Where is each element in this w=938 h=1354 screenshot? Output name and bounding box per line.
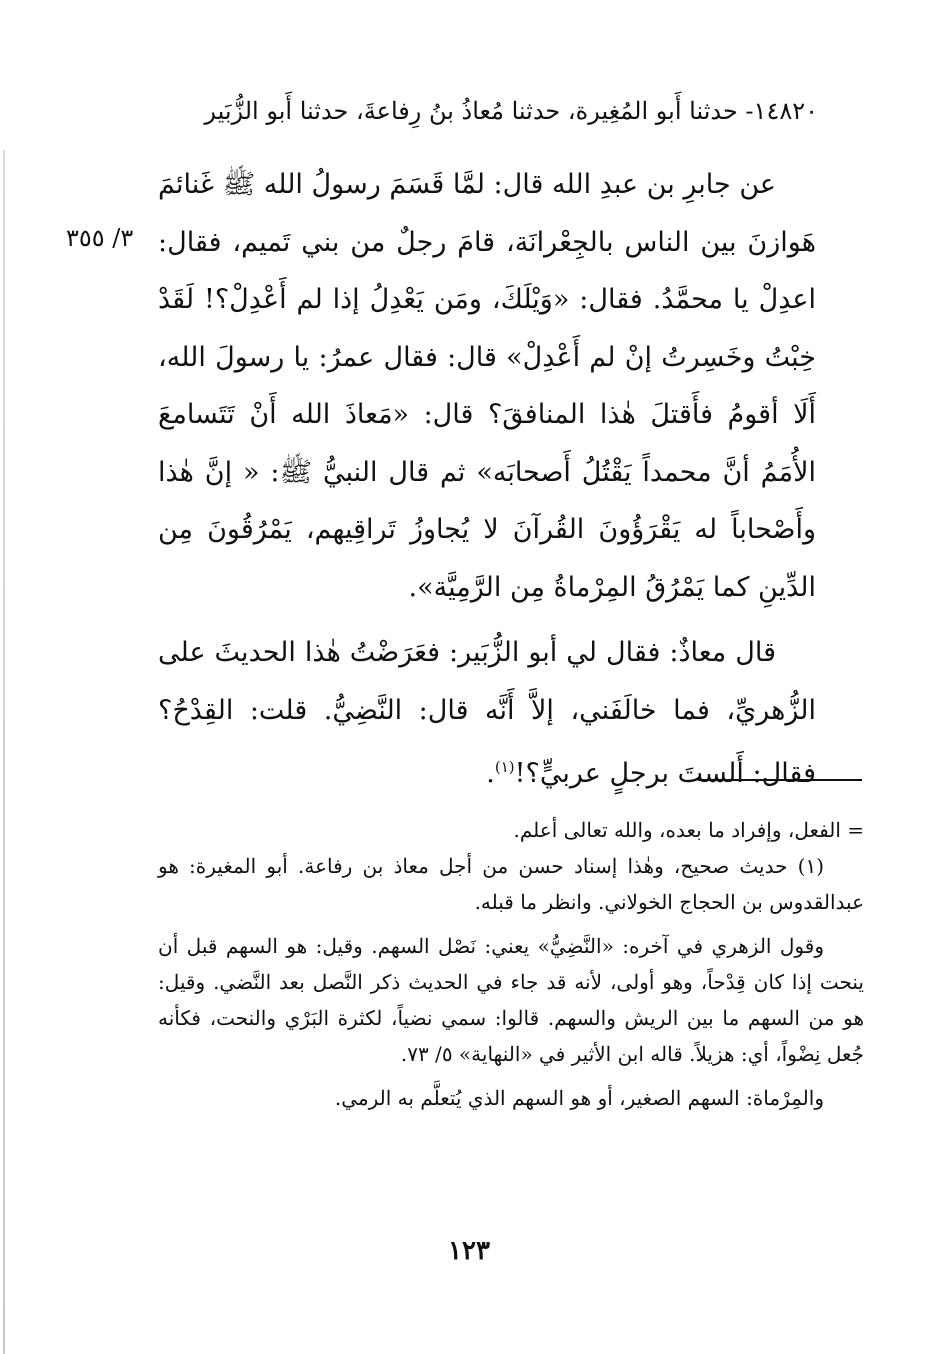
footnote-item: (١) حديث صحيح، وهٰذا إسناد حسن من أجل معاذ بن رفاعة. أبو المغيرة: هو عبدالقدوس بن الحجاج الخولاني. وانظر ما قبله. — [158, 854, 864, 914]
hadith-header: ١٤٨٢٠- حدثنا أَبو المُغِيرة، حدثنا مُعاذُ بنُ رِفاعةَ، حدثنا أَبو الزُّبَير — [204, 97, 818, 125]
footnote-continuation: = الفعل، وإفراد ما بعده، والله تعالى أعلم. — [513, 818, 864, 842]
footnote-item: وقول الزهري في آخره: «النَّضِيُّ» يعني: نَصْل السهم. وقيل: هو السهم قبل أن ينحت إذا كان قِدْحاً، وهو أولى، لأنه قد جاء في الحديث ذكر النَّصل بعد النَّضي. وقيل: هو من السهم ما بين الريش والسهم. قالوا: سمي نضياً، لكثرة البَرْي والنحت، فكأنه جُعل نِضْواً، أي: هزيلاً. قاله ابن الأثير في «النهاية» ٥/ ٧٣. — [158, 934, 864, 1066]
page-number: ١٢٣ — [448, 1236, 490, 1266]
footnotes — [158, 812, 864, 1116]
page-binding-edge — [3, 150, 5, 1354]
footnote-item: والمِرْماة: السهم الصغير، أو هو السهم الذي يُتعلَّم به الرمي. — [334, 1086, 824, 1110]
hadith-body — [158, 156, 816, 803]
footnote-marker: (١) — [494, 758, 515, 776]
hadith-paragraph: عن جابرِ بن عبدِ الله قال: لمَّا قَسَمَ رسولُ الله ﷺ غَنائمَ هَوازنَ بين الناس بالجِعْرانَة، قامَ رجلٌ من بني تَميم، فقال: اعدِلْ يا محمَّدُ. فقال: «وَيْلَكَ، ومَن يَعْدِلُ إذا لم أَعْدِلْ؟! لَقَدْ خِبْتُ وخَسِرتُ إنْ لم أَعْدِلْ» قال: فقال عمرُ: يا رسولَ الله، أَلَا أقومُ فأَقتلَ هٰذا المنافقَ؟ قال: «مَعاذَ الله أَنْ تَتَسامعَ الأُمَمُ أنَّ محمداً يَقْتُلُ أَصحابَه» ثم قال النبيُّ ﷺ: « إنَّ هٰذا وأَصْحاباً له يَقْرَؤُونَ القُرآنَ لا يُجاوزُ تَراقِيهم، يَمْرُقُونَ مِن الدِّينِ كما يَمْرُقُ المِرْماةُ مِن الرَّمِيَّة». — [158, 169, 816, 603]
hadith-paragraph: قال معاذٌ: فقال لي أبو الزُّبَير: فعَرَضْتُ هٰذا الحديثَ على الزُّهريِّ، فما خالَفَني، إلاَّ أَنَّه قال: النَّضِيُّ. قلت: القِدْحُ؟ فقال: أَلستَ برجلٍ عربيٍّ؟!$^{(١)}$. — [158, 637, 816, 789]
volume-page-reference: ٣/ ٣٥٥ — [66, 224, 134, 252]
footnote-separator — [698, 779, 862, 781]
hadith-paragraph-text: قال معاذٌ: فقال لي أبو الزُّبَير: فعَرَضْتُ هٰذا الحديثَ على الزُّهريِّ، فما خالَفَني، إلاَّ أَنَّه قال: النَّضِيُّ. قلت: القِدْحُ؟ فقال: أَلستَ برجلٍ عربيٍّ؟! — [158, 637, 816, 789]
